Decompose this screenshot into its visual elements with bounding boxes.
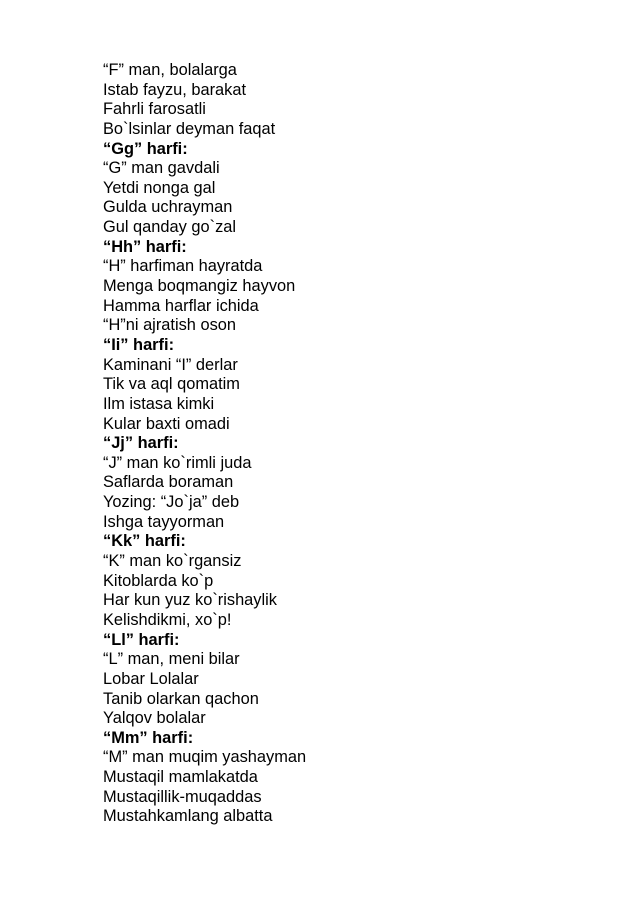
poem-line: “K” man ko`rgansiz (103, 552, 242, 571)
poem-line: “H” harfiman hayratda (103, 257, 263, 276)
poem-line: Kelishdikmi, xo`p! (103, 610, 232, 629)
poem-line: Yetdi nonga gal (103, 178, 216, 197)
poem-line: Tik va aql qomatim (103, 375, 240, 394)
poem-line: “M” man muqim yashayman (103, 748, 307, 767)
poem-line: Kular baxti omadi (103, 414, 230, 433)
poem-line: Kitoblarda ko`p (103, 571, 214, 590)
poem-line: Lobar Lolalar (103, 669, 199, 688)
letter-heading: “Kk” harfi: (103, 532, 186, 551)
poem-line: Bo`lsinlar deyman faqat (103, 119, 276, 138)
document-page (103, 61, 603, 827)
poem-line: Gulda uchrayman (103, 198, 233, 217)
letter-heading: “Ll” harfi: (103, 630, 180, 649)
poem-line: Kaminani “I” derlar (103, 355, 238, 374)
poem-line: Mustaqil mamlakatda (103, 768, 258, 787)
poem-line: “H”ni ajratish oson (103, 316, 236, 335)
poem-line: Tanib olarkan qachon (103, 689, 259, 708)
poem-line: Mustahkamlang albatta (103, 807, 273, 826)
poem-line: Har kun yuz ko`rishaylik (103, 591, 277, 610)
poem-line: Gul qanday go`zal (103, 218, 237, 237)
letter-heading: “Gg” harfi: (103, 139, 188, 158)
poem-line: Menga boqmangiz hayvon (103, 277, 296, 296)
poem-line: Ilm istasa kimki (103, 394, 215, 413)
poem-line: Yalqov bolalar (103, 709, 206, 728)
poem-line: Istab fayzu, barakat (103, 80, 247, 99)
letter-heading: “Mm” harfi: (103, 728, 194, 747)
letter-heading: “Hh” harfi: (103, 237, 187, 256)
letter-heading: “Ii” harfi: (103, 335, 175, 354)
poem-line: Mustaqillik-muqaddas (103, 787, 262, 806)
poem-line: Saflarda boraman (103, 473, 234, 492)
poem-line: Ishga tayyorman (103, 512, 225, 531)
poem-line: Yozing: “Jo`ja” deb (103, 493, 240, 512)
letter-heading: “Jj” harfi: (103, 434, 179, 453)
poem-line: Fahrli farosatli (103, 100, 206, 119)
poem-line: Hamma harflar ichida (103, 296, 259, 315)
poem-line: “F” man, bolalarga (103, 61, 237, 79)
poem-line: “L” man, meni bilar (103, 650, 240, 669)
poem-line: “G” man gavdali (103, 159, 220, 178)
poem-line: “J” man ko`rimli juda (103, 453, 252, 472)
